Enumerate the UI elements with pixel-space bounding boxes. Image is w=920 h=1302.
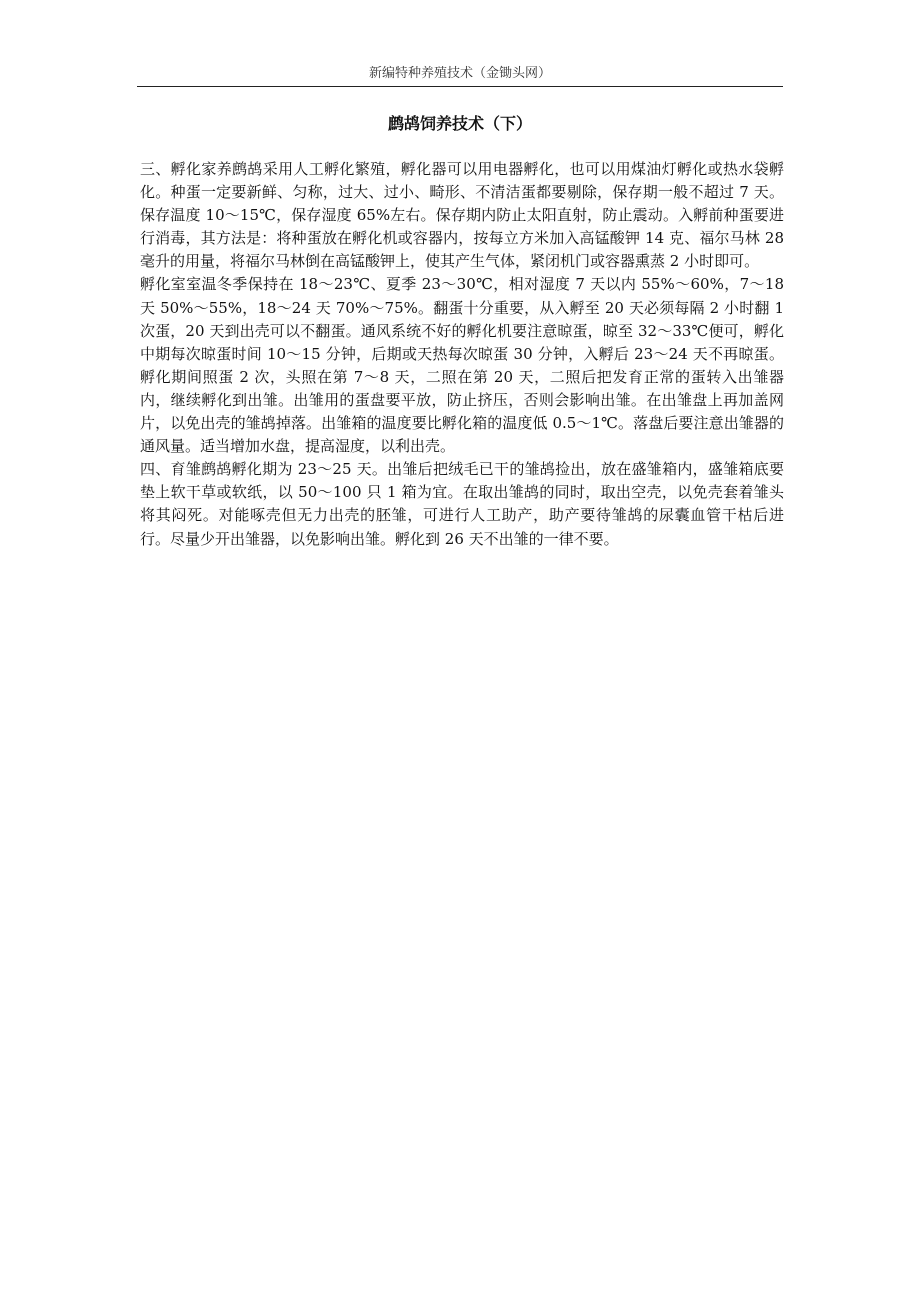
paragraph-brooding: 四、育雏鹧鸪孵化期为 23～25 天。出雏后把绒毛已干的雏鸪捡出，放在盛雏箱内，盛雏箱底要垫上软干草或软纸，以 50～100 只 1 箱为宜。在取出雏鸪的同时，取出空壳，以免壳套着雏头将其闷死。对能啄壳但无力出壳的胚雏，可进行人工助产，助产要待雏鸪的尿囊血管干枯后进行。尽量少开出雏器，以免影响出雏。孵化到 26 天不出雏的一律不要。 (140, 460, 784, 548)
paragraph-incubation: 三、孵化家养鹧鸪采用人工孵化繁殖，孵化器可以用电器孵化，也可以用煤油灯孵化或热水袋孵化。种蛋一定要新鲜、匀称，过大、过小、畸形、不清洁蛋都要剔除，保存期一般不超过 7 天。保存温度 10～15℃，保存湿度 65%左右。保存期内防止太阳直射，防止震动。入孵前种蛋要进行消毒，其方法是：将种蛋放在孵化机或容器内，按每立方米加入高锰酸钾 14 克、福尔马林 28 毫升的用量，将福尔马林倒在高锰酸钾上，使其产生气体，紧闭机门或容器熏蒸 2 小时即可。 (140, 160, 784, 271)
paragraph-incubation-room: 孵化室室温冬季保持在 18～23℃、夏季 23～30℃，相对湿度 7 天以内 55%～60%，7～18 天 50%～55%，18～24 天 70%～75%。翻蛋十分重要，从入孵至 20 天必须每隔 2 小时翻 1 次蛋，20 天到出壳可以不翻蛋。通风系统不好的孵化机要注意晾蛋，晾至 32～33℃便可，孵化中期每次晾蛋时间 10～15 分钟，后期或天热每次晾蛋 30 分钟，入孵后 23～24 天不再晾蛋。孵化期间照蛋 2 次，头照在第 7～8 天，二照在第 20 天，二照后把发育正常的蛋转入出雏器内，继续孵化到出雏。出雏用的蛋盘要平放，防止挤压，否则会影响出雏。在出雏盘上再加盖网片，以免出壳的雏鸪掉落。出雏箱的温度要比孵化箱的温度低 0.5～1℃。落盘后要注意出雏器的通风量。适当增加水盘，提高湿度，以利出壳。 (140, 275, 784, 456)
document-body (140, 158, 784, 551)
document-title: 鹧鸪饲养技术（下） (387, 114, 532, 133)
header-text: 新编特种养殖技术（金锄头网） (368, 66, 551, 81)
page-header (137, 64, 783, 87)
